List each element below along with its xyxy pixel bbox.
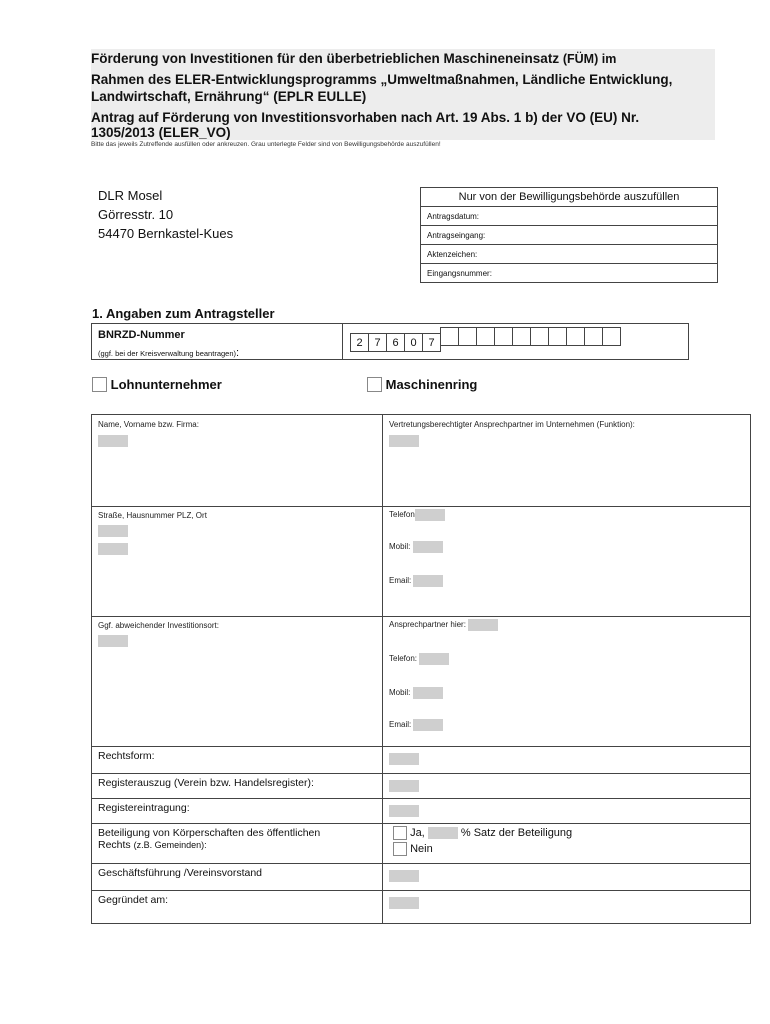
founded-cell bbox=[383, 891, 751, 924]
site-email-label: Email: bbox=[389, 720, 412, 730]
legal-form-input[interactable] bbox=[389, 753, 419, 765]
name-cell bbox=[92, 415, 383, 507]
no-label: Nein bbox=[410, 842, 433, 855]
mobile-label: Mobil: bbox=[389, 542, 411, 552]
register-extract-label: Registerauszug (Verein bzw. Handelsregister): bbox=[92, 774, 383, 799]
participation-note: (z.B. Gemeinden): bbox=[133, 840, 207, 850]
option-lohnunternehmer[interactable] bbox=[92, 376, 222, 392]
lohnunternehmer-checkbox[interactable] bbox=[92, 377, 107, 392]
bnrzd-note-line bbox=[98, 343, 342, 361]
authority-box bbox=[420, 187, 718, 283]
authority-row[interactable]: Antragsdatum: bbox=[421, 207, 718, 226]
title-line-1 bbox=[91, 49, 715, 68]
yes-checkbox[interactable] bbox=[393, 826, 407, 840]
title-line-4: Antrag auf Förderung von Investitionsvorhaben nach Art. 19 Abs. 1 b) der VO (EU) Nr. bbox=[91, 110, 640, 125]
street-input[interactable] bbox=[98, 525, 128, 537]
management-input[interactable] bbox=[389, 870, 419, 882]
register-entry-input[interactable] bbox=[389, 805, 419, 817]
percent-label: % Satz der Beteiligung bbox=[460, 826, 573, 839]
street-cell bbox=[92, 507, 383, 617]
authority-heading: Nur von der Bewilligungsbehörde auszufüllen bbox=[421, 188, 718, 207]
bnrzd-digit-box[interactable] bbox=[512, 327, 531, 346]
management-label: Geschäftsführung /Vereinsvorstand bbox=[92, 864, 383, 891]
bnrzd-label-cell bbox=[92, 324, 343, 359]
site-email-row bbox=[389, 719, 744, 731]
authority-row[interactable]: Eingangsnummer: bbox=[421, 264, 718, 283]
address-line-3: 54470 Bernkastel-Kues bbox=[98, 226, 234, 241]
bnrzd-digit-box[interactable] bbox=[584, 327, 603, 346]
email-label: Email: bbox=[389, 576, 412, 586]
bnrzd-digit-box[interactable]: 0 bbox=[404, 333, 423, 352]
site-input[interactable] bbox=[98, 635, 128, 647]
bnrzd-digit-box[interactable]: 2 bbox=[350, 333, 369, 352]
founded-input[interactable] bbox=[389, 897, 419, 909]
legal-form-label: Rechtsform: bbox=[92, 747, 383, 774]
name-label: Name, Vorname bzw. Firma: bbox=[98, 420, 199, 429]
participation-no-row bbox=[393, 842, 744, 856]
site-mobile-input[interactable] bbox=[413, 687, 443, 699]
legal-form-cell bbox=[383, 747, 751, 774]
title-line-3: Landwirtschaft, Ernährung“ (EPLR EULLE) bbox=[91, 89, 367, 104]
instruction-note: Bitte das jeweils Zutreffende ausfüllen oder ankreuzen. Grau unterlegte Felder sind von Bewilligungsbehörde auszufüllen! bbox=[91, 141, 441, 148]
address-line-1: DLR Mosel bbox=[98, 188, 163, 203]
contact-label: Vertretungsberechtigter Ansprechpartner im Unternehmen (Funktion): bbox=[389, 420, 635, 429]
section-1-heading: 1. Angaben zum Antragsteller bbox=[92, 306, 275, 321]
site-email-input[interactable] bbox=[413, 719, 443, 731]
title-line-2: Rahmen des ELER-Entwicklungsprogramms „Umweltmaßnahmen, Ländliche Entwicklung, bbox=[91, 72, 673, 87]
email-row bbox=[389, 575, 744, 587]
authority-row[interactable]: Aktenzeichen: bbox=[421, 245, 718, 264]
register-extract-input[interactable] bbox=[389, 780, 419, 792]
site-contact-row bbox=[389, 619, 744, 653]
site-contact-label: Ansprechpartner hier: bbox=[389, 620, 466, 630]
title-main: Förderung von Investitionen für den überbetrieblichen Maschineneinsatz bbox=[91, 51, 560, 66]
name-input[interactable] bbox=[98, 435, 128, 447]
bnrzd-digit-box[interactable]: 6 bbox=[386, 333, 405, 352]
participation-label-1: Beteiligung von Körperschaften des öffentlichen bbox=[98, 827, 321, 839]
option-maschinenring[interactable] bbox=[367, 376, 477, 392]
authority-row[interactable]: Antragseingang: bbox=[421, 226, 718, 245]
bnrzd-digit-box[interactable]: 7 bbox=[368, 333, 387, 352]
site-phone-input[interactable] bbox=[419, 653, 449, 665]
recipient-address bbox=[98, 186, 233, 243]
register-extract-cell bbox=[383, 774, 751, 799]
bnrzd-digit-box[interactable] bbox=[494, 327, 513, 346]
register-entry-label: Registereintragung: bbox=[92, 799, 383, 824]
bnrzd-label: BNRZD-Nummer bbox=[98, 329, 185, 341]
contact-cell bbox=[383, 415, 751, 507]
phone-cell bbox=[383, 507, 751, 617]
yes-label: Ja, bbox=[410, 826, 425, 839]
management-cell bbox=[383, 864, 751, 891]
bnrzd-digit-box[interactable] bbox=[566, 327, 585, 346]
participation-options bbox=[383, 824, 751, 864]
site-phone-label: Telefon: bbox=[389, 654, 418, 664]
site-phone-row bbox=[389, 653, 744, 687]
phone-label: Telefon bbox=[389, 510, 415, 520]
email-input[interactable] bbox=[413, 575, 443, 587]
street-label: Straße, Hausnummer PLZ, Ort bbox=[98, 511, 207, 520]
bnrzd-digit-box[interactable] bbox=[602, 327, 621, 346]
applicant-form bbox=[91, 414, 751, 924]
participation-cell bbox=[92, 824, 383, 864]
participation-line-2 bbox=[98, 839, 376, 851]
bnrzd-digit-box[interactable] bbox=[548, 327, 567, 346]
bnrzd-colon: : bbox=[236, 347, 240, 359]
mobile-row bbox=[389, 541, 744, 575]
phone-input[interactable] bbox=[415, 509, 445, 521]
bnrzd-digit-box[interactable] bbox=[476, 327, 495, 346]
bnrzd-box bbox=[91, 323, 689, 360]
bnrzd-digit-box[interactable]: 7 bbox=[422, 333, 441, 352]
phone-row bbox=[389, 509, 744, 541]
bnrzd-digits bbox=[350, 327, 620, 352]
register-entry-cell bbox=[383, 799, 751, 824]
maschinenring-label: Maschinenring bbox=[385, 377, 478, 393]
title-suffix: (FÜM) im bbox=[562, 52, 617, 66]
site-contact-cell bbox=[383, 617, 751, 747]
site-mobile-row bbox=[389, 687, 744, 719]
site-contact-input[interactable] bbox=[468, 619, 498, 631]
title-line-5: 1305/2013 (ELER_VO) bbox=[91, 125, 231, 140]
maschinenring-checkbox[interactable] bbox=[367, 377, 382, 392]
bnrzd-digit-box[interactable] bbox=[440, 327, 459, 346]
participation-yes-row bbox=[393, 826, 744, 840]
site-mobile-label: Mobil: bbox=[389, 688, 411, 698]
bnrzd-digit-box[interactable] bbox=[458, 327, 477, 346]
city-input[interactable] bbox=[98, 543, 128, 555]
percent-input[interactable] bbox=[428, 827, 458, 839]
title-block bbox=[91, 49, 715, 140]
contact-input[interactable] bbox=[389, 435, 419, 447]
no-checkbox[interactable] bbox=[393, 842, 407, 856]
site-label: Ggf. abweichender Investitionsort: bbox=[98, 621, 219, 630]
site-cell bbox=[92, 617, 383, 747]
mobile-input[interactable] bbox=[413, 541, 443, 553]
participation-label-2: Rechts bbox=[98, 839, 131, 851]
bnrzd-note: (ggf. bei der Kreisverwaltung beantragen) bbox=[98, 349, 236, 358]
founded-label: Gegründet am: bbox=[92, 891, 383, 924]
address-line-2: Görresstr. 10 bbox=[98, 207, 174, 222]
lohnunternehmer-label: Lohnunternehmer bbox=[110, 377, 222, 393]
bnrzd-digit-box[interactable] bbox=[530, 327, 549, 346]
